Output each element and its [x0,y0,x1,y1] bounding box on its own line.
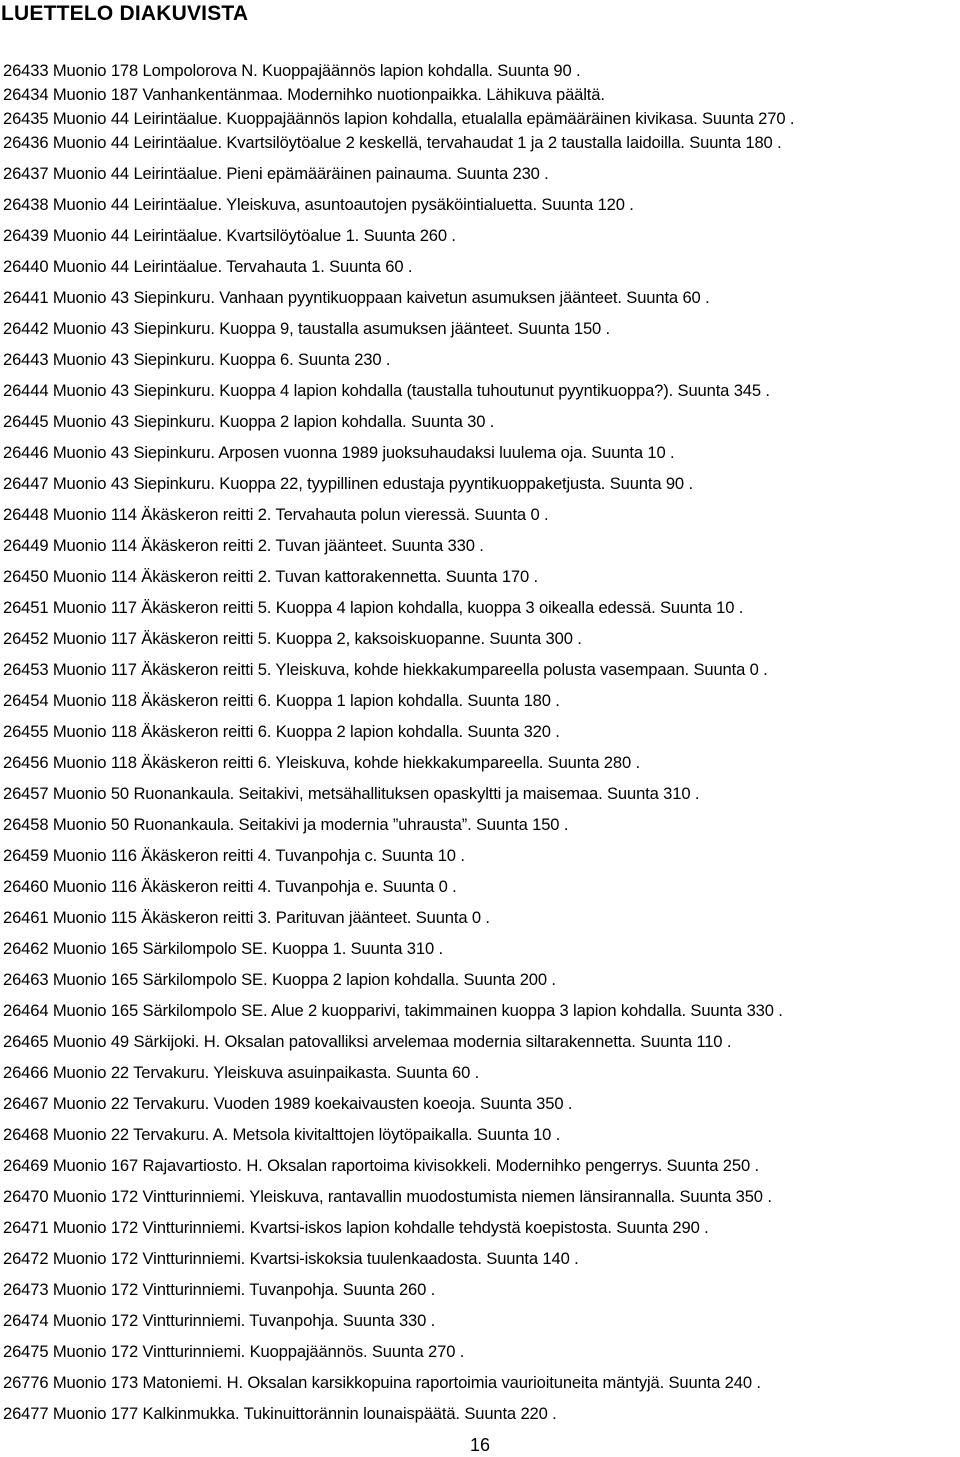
slide-entry: 26468 Muonio 22 Tervakuru. A. Metsola kivitalttojen löytöpaikalla. Suunta 10 . [3,1125,561,1144]
slide-entry: 26436 Muonio 44 Leirintäalue. Kvartsilöytöalue 2 keskellä, tervahaudat 1 ja 2 taustalla laidoilla. Suunta 180 . [3,133,782,152]
slide-entry: 26454 Muonio 118 Äkäskeron reitti 6. Kuoppa 1 lapion kohdalla. Suunta 180 . [3,691,560,710]
slide-entry: 26477 Muonio 177 Kalkinmukka. Tukinuittorännin lounaispäätä. Suunta 220 . [3,1404,557,1423]
slide-entry: 26442 Muonio 43 Siepinkuru. Kuoppa 9, taustalla asumuksen jäänteet. Suunta 150 . [3,319,611,338]
slide-entry: 26446 Muonio 43 Siepinkuru. Arposen vuonna 1989 juoksuhaudaksi luulema oja. Suunta 10 . [3,443,675,462]
slide-entry: 26439 Muonio 44 Leirintäalue. Kvartsilöytöalue 1. Suunta 260 . [3,226,456,245]
slide-entry: 26465 Muonio 49 Särkijoki. H. Oksalan patovalliksi arvelemaa modernia siltarakennetta. Suunta 110 . [3,1032,732,1051]
slide-entry: 26466 Muonio 22 Tervakuru. Yleiskuva asuinpaikasta. Suunta 60 . [3,1063,480,1082]
slide-entry: 26457 Muonio 50 Ruonankaula. Seitakivi, metsähallituksen opaskyltti ja maisemaa. Suunta 310 . [3,784,700,803]
slide-entry: 26444 Muonio 43 Siepinkuru. Kuoppa 4 lapion kohdalla (taustalla tuhoutunut pyyntikuoppa?). Suunta 345 . [3,381,770,400]
slide-entry: 26475 Muonio 172 Vintturinniemi. Kuoppajäännös. Suunta 270 . [3,1342,465,1361]
slide-entry: 26440 Muonio 44 Leirintäalue. Tervahauta 1. Suunta 60 . [3,257,413,276]
slide-entry: 26459 Muonio 116 Äkäskeron reitti 4. Tuvanpohja c. Suunta 10 . [3,846,465,865]
slide-entry: 26776 Muonio 173 Matoniemi. H. Oksalan karsikkopuina raportoimia vaurioituneita mäntyjä. Suunta 240 . [3,1373,761,1392]
page-number: 16 [469,1435,491,1455]
slide-list [3,59,958,1426]
slide-entry: 26467 Muonio 22 Tervakuru. Vuoden 1989 koekaivausten koeoja. Suunta 350 . [3,1094,573,1113]
slide-entry: 26464 Muonio 165 Särkilompolo SE. Alue 2 kuopparivi, takimmainen kuoppa 3 lapion kohdalla. Suunta 330 . [3,1001,783,1020]
slide-entry: 26443 Muonio 43 Siepinkuru. Kuoppa 6. Suunta 230 . [3,350,391,369]
slide-entry: 26462 Muonio 165 Särkilompolo SE. Kuoppa 1. Suunta 310 . [3,939,443,958]
slide-entry: 26469 Muonio 167 Rajavartiosto. H. Oksalan raportoima kivisokkeli. Modernihko pengerrys. Suunta 250 . [3,1156,759,1175]
slide-entry: 26456 Muonio 118 Äkäskeron reitti 6. Yleiskuva, kohde hiekkakumpareella. Suunta 280 . [3,753,640,772]
slide-entry: 26433 Muonio 178 Lompolorova N. Kuoppajäännös lapion kohdalla. Suunta 90 . [3,61,581,80]
slide-entry: 26438 Muonio 44 Leirintäalue. Yleiskuva, asuntoautojen pysäköintialuetta. Suunta 120 . [3,195,634,214]
slide-entry: 26474 Muonio 172 Vintturinniemi. Tuvanpohja. Suunta 330 . [3,1311,436,1330]
page-title: LUETTELO DIAKUVISTA [1,2,249,25]
slide-entry: 26460 Muonio 116 Äkäskeron reitti 4. Tuvanpohja e. Suunta 0 . [3,877,457,896]
slide-entry: 26470 Muonio 172 Vintturinniemi. Yleiskuva, rantavallin muodostumista niemen länsirannalla. Suunta 350 . [3,1187,772,1206]
slide-entry: 26441 Muonio 43 Siepinkuru. Vanhaan pyyntikuoppaan kaivetun asumuksen jäänteet. Suunta 60 . [3,288,710,307]
slide-entry: 26448 Muonio 114 Äkäskeron reitti 2. Tervahauta polun vieressä. Suunta 0 . [3,505,549,524]
slide-entry: 26434 Muonio 187 Vanhankentänmaa. Modernihko nuotionpaikka. Lähikuva päältä. [3,85,605,104]
slide-entry: 26458 Muonio 50 Ruonankaula. Seitakivi ja modernia ”uhrausta”. Suunta 150 . [3,815,569,834]
slide-entry: 26451 Muonio 117 Äkäskeron reitti 5. Kuoppa 4 lapion kohdalla, kuoppa 3 oikealla edessä. Suunta 10 . [3,598,744,617]
slide-entry: 26450 Muonio 114 Äkäskeron reitti 2. Tuvan kattorakennetta. Suunta 170 . [3,567,539,586]
slide-entry: 26471 Muonio 172 Vintturinniemi. Kvartsi-iskos lapion kohdalle tehdystä koepistosta. Suunta 290 . [3,1218,709,1237]
slide-entry: 26435 Muonio 44 Leirintäalue. Kuoppajäännös lapion kohdalla, etualalla epämääräinen kivikasa. Suunta 270 . [3,109,795,128]
slide-entry: 26449 Muonio 114 Äkäskeron reitti 2. Tuvan jäänteet. Suunta 330 . [3,536,484,555]
slide-entry: 26461 Muonio 115 Äkäskeron reitti 3. Parituvan jäänteet. Suunta 0 . [3,908,490,927]
slide-entry: 26472 Muonio 172 Vintturinniemi. Kvartsi-iskoksia tuulenkaadosta. Suunta 140 . [3,1249,579,1268]
slide-entry: 26455 Muonio 118 Äkäskeron reitti 6. Kuoppa 2 lapion kohdalla. Suunta 320 . [3,722,560,741]
slide-entry: 26445 Muonio 43 Siepinkuru. Kuoppa 2 lapion kohdalla. Suunta 30 . [3,412,495,431]
slide-entry: 26473 Muonio 172 Vintturinniemi. Tuvanpohja. Suunta 260 . [3,1280,436,1299]
slide-entry: 26452 Muonio 117 Äkäskeron reitti 5. Kuoppa 2, kaksoiskuopanne. Suunta 300 . [3,629,582,648]
slide-entry: 26437 Muonio 44 Leirintäalue. Pieni epämääräinen painauma. Suunta 230 . [3,164,549,183]
slide-entry: 26447 Muonio 43 Siepinkuru. Kuoppa 22, tyypillinen edustaja pyyntikuoppaketjusta. Suunta 90 . [3,474,693,493]
slide-entry: 26463 Muonio 165 Särkilompolo SE. Kuoppa 2 lapion kohdalla. Suunta 200 . [3,970,556,989]
slide-entry: 26453 Muonio 117 Äkäskeron reitti 5. Yleiskuva, kohde hiekkakumpareella polusta vasempaan. Suunta 0 . [3,660,768,679]
